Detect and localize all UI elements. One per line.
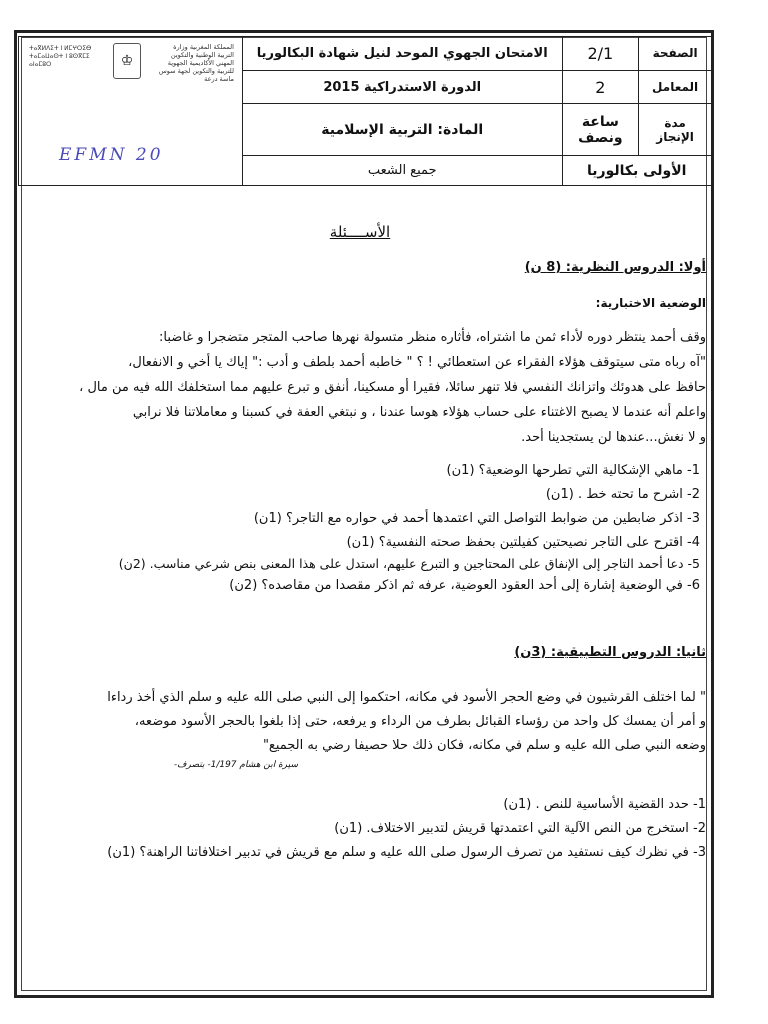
s1-question-6: 6- في الوضعية إشارة إلى أحد العقود العوضية، عرفه ثم اذكر مقصدا من مقاصده؟ (2ن) [229,578,700,593]
exam-title: الامتحان الجهوي الموحد لنيل شهادة البكالوريا [242,37,562,71]
coefficient-label: المعامل [639,70,712,104]
stream: جميع الشعب [242,156,562,186]
coat-of-arms-icon: ♔ [113,43,141,79]
ministry-logo-cell [19,37,243,186]
text-line-3: وضعه النبي صلى الله عليه و سلم في مكانه، فكان ذلك حلا حصيفا رضي به الجميع" [262,738,706,753]
s1-question-4: 4- اقترح على التاجر نصيحتين كفيلتين بحفظ صحته النفسية؟ (1ن) [346,535,700,550]
text-line-1: " لما اختلف القرشيون في وضع الحجر الأسود في مكانه، احتكموا إلى النبي صلى الله عليه و سلم الذي أخذ رداءا [107,690,706,705]
s2-question-3: 3- في نظرك كيف نستفيد من تصرف الرسول صلى الله عليه و سلم مع قريش في تدبير اختلافاتنا الراهنة؟ (1ن) [107,845,706,860]
situation-line-1: وقف أحمد ينتظر دوره لأداء ثمن ما اشتراه، فأثاره منظر متسولة نهرها صاحب المتجر متضجرا و غاضبا: [159,330,706,345]
section1-heading: أولا: الدروس النظرية: (8 ن) [524,260,706,275]
situation-line-2: "آه رباه متى سيتوقف هؤلاء الفقراء عن استعطائي ! ؟ " خاطبه أحمد بلطف و أدب :" إياك يا أخي و الانفعال، [128,355,706,370]
handwritten-code: EFMN 20 [59,145,164,165]
s2-question-2: 2- استخرج من النص الآلية التي اعتمدتها قريش لتدبير الاختلاف. (1ن) [334,821,706,836]
level: الأولى بكالوريا [562,156,712,186]
situation-line-3: حافظ على هدوئك واتزانك النفسي فلا تنهر سائلا، فقيرا أو مسكينا، أنفق و تبرع عليهم مما استخلفك الله فيه من مال ، [79,380,706,395]
ministry-name: المملكة المغربية وزارة التربية الوطنية والتكوين المهني الأكاديمية الجهوية للتربية والتكوين لجهة سوس ماسة درعة [158,43,234,83]
s1-question-5: 5- دعا أحمد التاجر إلى الإنفاق على المحتاجين و التبرع عليهم، استدل على هذا المعنى بنص شرعي مناسب. (2ن) [118,556,700,571]
s1-question-2: 2- اشرح ما تحته خط . (1ن) [545,487,700,502]
s2-question-1: 1- حدد القضية الأساسية للنص . (1ن) [503,797,706,812]
section2-heading: ثانيا: الدروس التطبيقية: (3ن) [514,645,706,660]
situation-label: الوضعية الاختبارية: [595,296,706,310]
s1-question-3: 3- اذكر ضابطين من ضوابط التواصل التي اعتمدها أحمد في حواره مع التاجر؟ (1ن) [253,511,700,526]
exam-header [18,36,712,186]
coefficient-value: 2 [562,70,639,104]
situation-line-5: و لا نغش...عندها لن يستجدينا أحد. [521,430,706,445]
duration-value: ساعة ونصف [562,104,639,156]
situation-line-4: واعلم أنه عندما لا يصبح الاغتناء على حساب هؤلاء هوسا عندنا ، و نبتغي العفة في كسبنا و معاملاتنا فلا نرابي [132,405,706,420]
page-value: 2/1 [562,37,639,71]
s1-question-1: 1- ماهي الإشكالية التي تطرحها الوضعية؟ (1ن) [446,463,700,478]
ministry-name-tifinagh: ⵜⴰⴳⵍⴷⵉⵜ ⵏ ⵍⵎⵖⵔⵉⴱ ⵜⴰⵎⴰⵡⴰⵙⵜ ⵏ ⵓⵙⴳⵎⵉ ⴰⵏⴰⵎⵓⵔ [29,45,92,68]
subject: المادة: التربية الإسلامية [242,104,562,156]
questions-title: الأســــئلة [329,223,391,241]
text-line-2: و أمر أن يمسك كل واحد من رؤساء القبائل بطرف من الرداء و يرفعه، حتى إذا بلغوا بالحجر الأسود موضعه، [134,714,706,729]
duration-label: مدة الإنجاز [639,104,712,156]
session: الدورة الاستدراكية 2015 [242,70,562,104]
text-source: سيرة ابن هشام 1/197- بتصرف- [173,760,298,770]
page-label: الصفحة [639,37,712,71]
